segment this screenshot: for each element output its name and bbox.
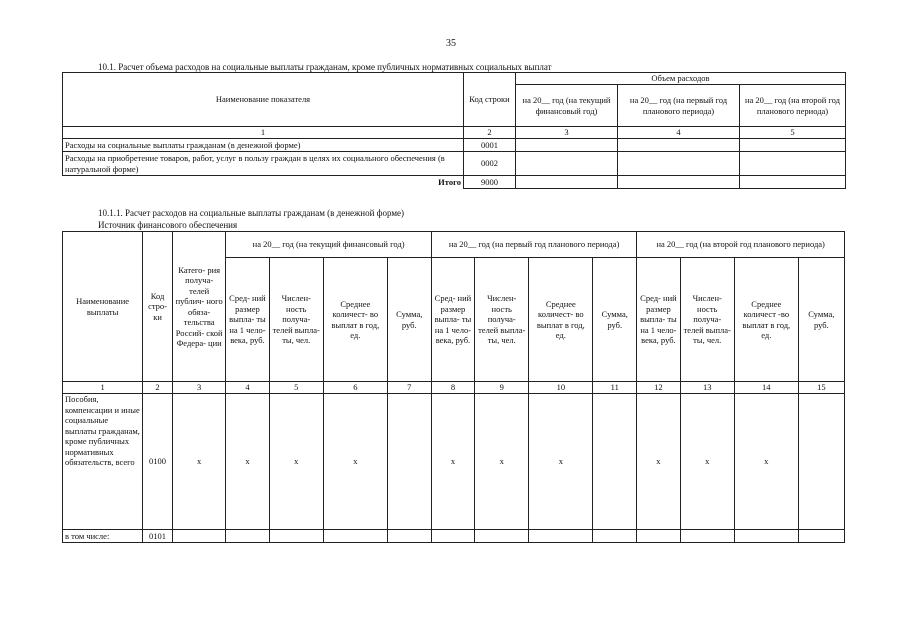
value-cell[interactable] bbox=[618, 152, 740, 176]
col-number: 13 bbox=[680, 382, 734, 394]
row-code: 0001 bbox=[464, 139, 516, 152]
year-current-header: на 20__ год (на текущий финансовый год) bbox=[516, 85, 618, 127]
excluded-mark: х bbox=[475, 394, 529, 530]
value-cell[interactable] bbox=[798, 530, 844, 543]
excluded-mark: х bbox=[680, 394, 734, 530]
value-cell[interactable] bbox=[387, 394, 431, 530]
value-cell[interactable] bbox=[172, 530, 225, 543]
value-cell[interactable] bbox=[269, 530, 323, 543]
excluded-mark: х bbox=[637, 394, 680, 530]
excluded-mark: х bbox=[172, 394, 225, 530]
col-number: 2 bbox=[143, 382, 173, 394]
section-10-1-heading: 10.1. Расчет объема расходов на социальные выплаты гражданам, кроме публичных нормативных социальных выплат bbox=[98, 62, 552, 72]
value-cell[interactable] bbox=[387, 530, 431, 543]
table-10-1 bbox=[62, 72, 846, 189]
col-name-header: Наименование показателя bbox=[63, 73, 464, 127]
funding-source-label: Источник финансового обеспечения bbox=[98, 220, 238, 230]
excluded-mark: х bbox=[529, 394, 593, 530]
page-number: 35 bbox=[446, 38, 456, 49]
row-name: Расходы на социальные выплаты гражданам (в денежной форме) bbox=[63, 139, 464, 152]
year-current-header: на 20__ год (на текущий финансовый год) bbox=[226, 232, 432, 258]
value-cell[interactable] bbox=[593, 530, 637, 543]
line-code-header: Код стро- ки bbox=[143, 232, 173, 382]
avg-payment-size-header: Сред- ний размер выпла- ты на 1 чело- века, руб. bbox=[637, 258, 680, 382]
value-cell[interactable] bbox=[740, 139, 846, 152]
value-cell[interactable] bbox=[593, 394, 637, 530]
excluded-mark: х bbox=[323, 394, 387, 530]
excluded-mark: х bbox=[226, 394, 269, 530]
expense-volume-header: Объем расходов bbox=[516, 73, 846, 85]
value-cell[interactable] bbox=[637, 530, 680, 543]
avg-payments-per-year-header: Среднее количест- во выплат в год, ед. bbox=[323, 258, 387, 382]
recipients-count-header: Числен- ность получа- телей выпла- ты, чел. bbox=[269, 258, 323, 382]
row-code: 0002 bbox=[464, 152, 516, 176]
sum-header: Сумма, руб. bbox=[387, 258, 431, 382]
value-cell[interactable] bbox=[516, 139, 618, 152]
col-number: 8 bbox=[431, 382, 474, 394]
excluded-mark: х bbox=[269, 394, 323, 530]
year-first-plan-header: на 20__ год (на первый год планового периода) bbox=[431, 232, 636, 258]
value-cell[interactable] bbox=[226, 530, 269, 543]
value-cell[interactable] bbox=[618, 139, 740, 152]
col-number: 10 bbox=[529, 382, 593, 394]
col-number: 7 bbox=[387, 382, 431, 394]
year-second-plan-header: на 20__ год (на второй год планового периода) bbox=[740, 85, 846, 127]
col-number: 4 bbox=[226, 382, 269, 394]
value-cell[interactable] bbox=[516, 152, 618, 176]
row-name: Расходы на приобретение товаров, работ, услуг в пользу граждан в целях их социального обеспечения (в натуральной форме) bbox=[63, 152, 464, 176]
value-cell[interactable] bbox=[529, 530, 593, 543]
col-number: 12 bbox=[637, 382, 680, 394]
excluded-mark: х bbox=[431, 394, 474, 530]
value-cell[interactable] bbox=[516, 176, 618, 189]
value-cell[interactable] bbox=[734, 530, 798, 543]
col-number: 1 bbox=[63, 382, 143, 394]
value-cell[interactable] bbox=[740, 176, 846, 189]
table-row bbox=[63, 530, 845, 543]
value-cell[interactable] bbox=[431, 530, 474, 543]
total-code: 9000 bbox=[464, 176, 516, 189]
col-number: 4 bbox=[618, 127, 740, 139]
payment-name: Пособия, компенсации и иные социальные выплаты гражданам, кроме публичных нормативных обязательств, всего bbox=[63, 394, 143, 530]
total-label: Итого bbox=[63, 176, 464, 189]
section-10-1-1-heading: 10.1.1. Расчет расходов на социальные выплаты гражданам (в денежной форме) bbox=[98, 208, 405, 218]
sum-header: Сумма, руб. bbox=[798, 258, 844, 382]
avg-payment-size-header: Сред- ний размер выпла- ты на 1 чело- века, руб. bbox=[431, 258, 474, 382]
year-second-plan-header: на 20__ год (на второй год планового периода) bbox=[637, 232, 845, 258]
col-number: 9 bbox=[475, 382, 529, 394]
table-10-1-1 bbox=[62, 231, 845, 543]
value-cell[interactable] bbox=[680, 530, 734, 543]
col-number: 2 bbox=[464, 127, 516, 139]
col-number: 6 bbox=[323, 382, 387, 394]
value-cell[interactable] bbox=[740, 152, 846, 176]
col-number: 5 bbox=[740, 127, 846, 139]
table-row bbox=[63, 139, 846, 152]
sum-header: Сумма, руб. bbox=[593, 258, 637, 382]
line-code: 0101 bbox=[143, 530, 173, 543]
col-number: 5 bbox=[269, 382, 323, 394]
total-row bbox=[63, 176, 846, 189]
value-cell[interactable] bbox=[323, 530, 387, 543]
avg-payment-size-header: Сред- ний размер выпла- ты на 1 чело- века, руб. bbox=[226, 258, 269, 382]
excluded-mark: х bbox=[734, 394, 798, 530]
col-number: 14 bbox=[734, 382, 798, 394]
col-number: 1 bbox=[63, 127, 464, 139]
recipients-count-header: Числен- ность получа- телей выпла- ты, чел. bbox=[680, 258, 734, 382]
value-cell[interactable] bbox=[798, 394, 844, 530]
line-code: 0100 bbox=[143, 394, 173, 530]
col-number: 3 bbox=[516, 127, 618, 139]
table-row bbox=[63, 152, 846, 176]
value-cell[interactable] bbox=[475, 530, 529, 543]
payment-name: в том числе: bbox=[63, 530, 143, 543]
col-number: 11 bbox=[593, 382, 637, 394]
avg-payments-per-year-header: Среднее количест- во выплат в год, ед. bbox=[529, 258, 593, 382]
col-number: 15 bbox=[798, 382, 844, 394]
recipients-count-header: Числен- ность получа- телей выпла- ты, чел. bbox=[475, 258, 529, 382]
col-number: 3 bbox=[172, 382, 225, 394]
table-row bbox=[63, 394, 845, 530]
avg-payments-per-year-header: Среднее количест -во выплат в год, ед. bbox=[734, 258, 798, 382]
year-first-plan-header: на 20__ год (на первый год планового периода) bbox=[618, 85, 740, 127]
col-code-header: Код строки bbox=[464, 73, 516, 127]
payment-name-header: Наименование выплаты bbox=[63, 232, 143, 382]
recipient-category-header: Катего- рия получа- телей публич- ного обяза- тельства Россий- ской Федера- ции bbox=[172, 232, 225, 382]
value-cell[interactable] bbox=[618, 176, 740, 189]
